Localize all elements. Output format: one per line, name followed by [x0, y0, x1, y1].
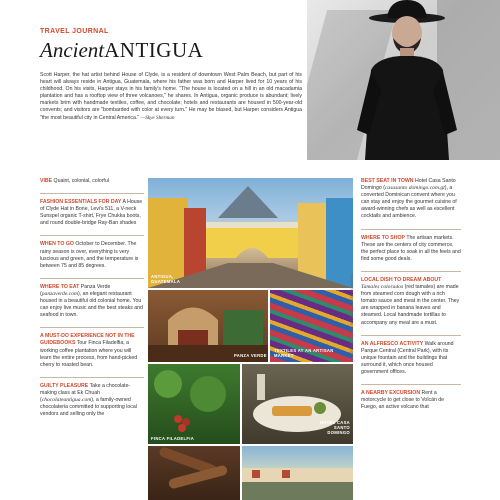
- tip-text: October to December. The rainy season is over, everything is very luscious and green, and the temperature is between 75 and 85 degrees.: [40, 241, 139, 269]
- divider: [40, 327, 144, 328]
- photo-chocolate: [148, 446, 240, 500]
- tip-text: Hotel Casa Santo Domingo (: [361, 178, 456, 192]
- photo-textiles: [270, 290, 353, 362]
- photo-panza-verde: [148, 290, 268, 362]
- intro-text: Scott Harper, the hat artist behind House of Clyde, is a resident of downtown West Palm Beach, but part of his heart will always reside in Antigua, Guatemala, where his father was born and Harper lived for 10 years of his childhood. On his visits, Harper stays in his family's home. "The house is located on a hill in an old macadamia plantation and has a rooftop view of three volcanoes," he shares. In Antigua, organic produce is abundant; lively markets brim with handmade textiles, coffee, and chocolate; hotels and restaurants are housed in 500-year-old convents; and visitors are "bombarded with color at every turn." He may be biased, but Harper considers Antigua "the most beautiful city in Central America.": [40, 72, 302, 121]
- tip-excursion: [361, 390, 461, 411]
- caption-textiles: TEXTILES AT AN ARTISAN MARKET: [274, 348, 334, 358]
- title-italic: Ancient: [40, 38, 105, 62]
- tip-heading: A NEARBY EXCURSION: [361, 390, 421, 397]
- tip-when-to-go: [40, 241, 144, 269]
- right-column: [361, 178, 461, 419]
- photo-central-park: [242, 446, 353, 500]
- tip-text: Quaint, colonial, colorful: [52, 178, 109, 184]
- photo-antigua-street: [148, 178, 353, 288]
- divider: [40, 278, 144, 279]
- tip-heading: WHERE TO SHOP: [361, 234, 406, 241]
- tip-local-dish: [361, 277, 461, 327]
- divider: [40, 377, 144, 378]
- divider: [361, 229, 461, 230]
- article-title: [40, 38, 302, 62]
- divider: [40, 235, 144, 236]
- tip-text: ), a converted Dominican convent where you can stay and enjoy the gourmet cuisine of award-winning chefs as well as excellent cocktails and ambience.: [361, 185, 457, 220]
- divider: [361, 271, 461, 272]
- tip-heading: LOCAL DISH TO DREAM ABOUT: [361, 276, 442, 283]
- caption-panza-verde: PANZA VERDE: [234, 353, 267, 358]
- tip-where-to-eat: [40, 284, 144, 319]
- divider: [40, 193, 144, 194]
- tip-heading: WHERE TO EAT: [40, 283, 80, 290]
- tip-heading: WHEN TO GO: [40, 241, 74, 248]
- intro-paragraph: [40, 72, 302, 122]
- tip-text: The artisan markets. These are the centers of city commerce, the perfect place to soak in all the feels and find some good deals.: [361, 234, 461, 262]
- tip-heading: GUILTY PLEASURE: [40, 382, 89, 389]
- tip-text: Rent a motorcycle to get close to Volcán de Fuego, an active volcano that: [361, 390, 445, 411]
- tip-where-to-shop: [361, 235, 461, 263]
- tip-best-seat: [361, 178, 461, 221]
- caption-hotel: HOTEL CASA SANTO DOMINGO: [319, 420, 350, 435]
- tip-heading: FASHION ESSENTIALS FOR DAY: [40, 199, 122, 206]
- photo-hotel-dining: [242, 364, 353, 444]
- tip-text: Take a chocolate-making class at Ek Chuah (: [40, 382, 131, 403]
- tip-fashion: [40, 199, 144, 227]
- photo-credit: COURTESY OF HOTEL CASA SANTO DOMINGO: [350, 273, 354, 360]
- tip-heading: BEST SEAT IN TOWN: [361, 178, 414, 184]
- section-tag: TRAVEL JOURNAL: [40, 28, 109, 35]
- photo-finca-filadelfia: [148, 364, 240, 444]
- article-header: [40, 28, 302, 122]
- tip-text: ), an elegant restaurant housed in a beautiful old colonial home. You can enjoy live music and the best steaks and seafood in town.: [40, 290, 143, 319]
- tip-must-do: [40, 333, 144, 368]
- left-column: [40, 178, 144, 426]
- caption-finca: FINCA FILADELFIA: [151, 436, 195, 441]
- tip-alfresco: [361, 341, 461, 376]
- byline: —Skye Sherman: [140, 114, 175, 121]
- tip-vibe: [40, 178, 144, 185]
- divider: [361, 335, 461, 336]
- tip-dish-name: Tamales colorados: [361, 284, 404, 291]
- tip-link: casasanto domingo.com.gt: [384, 185, 445, 192]
- tip-link: chocolateantigua.com: [41, 396, 92, 403]
- tip-heading: VIBE: [40, 178, 53, 184]
- tip-text: Walk around Parque Central (Central Park), with its unique fountain and the buildings that surround it, which once housed government offices.: [361, 340, 454, 375]
- tip-text: A House of Clyde Hat in Bone, Levi's 511, a V-neck Sunspel organic T-shirt, Frye Chukka boots, and round double-bridge Ray-Ban shades: [40, 199, 143, 227]
- tip-heading: A MUST-DO EXPERIENCE NOT IN THE GUIDEBOOKS: [40, 333, 135, 347]
- divider: [361, 384, 461, 385]
- title-caps: ANTIGUA: [104, 38, 204, 62]
- caption-antigua: ANTIGUA, GUATEMALA: [151, 274, 181, 284]
- tip-text: Panza Verde (: [40, 283, 111, 297]
- tip-link: panzaverde.com: [41, 290, 79, 297]
- tip-text: (red tamales) are made from steamed corn dough with a rich tomato sauce and meat in the center. They are wrapped in banana leaves and steamed. Local handmade tortillas to accompany any meal are a must.: [361, 284, 460, 326]
- tip-text: Tour Finca Filadelfia, a working coffee plantation where you will learn the entire process, from hand-picked cherry to roasted bean.: [40, 340, 138, 368]
- tip-text: ), a family-owned chocolateria committed to supporting local vendors and selling only the: [40, 396, 137, 418]
- tip-guilty-pleasure: [40, 383, 144, 418]
- tip-heading: AN ALFRESCO ACTIVITY: [361, 340, 424, 347]
- portrait-photo: [307, 0, 500, 160]
